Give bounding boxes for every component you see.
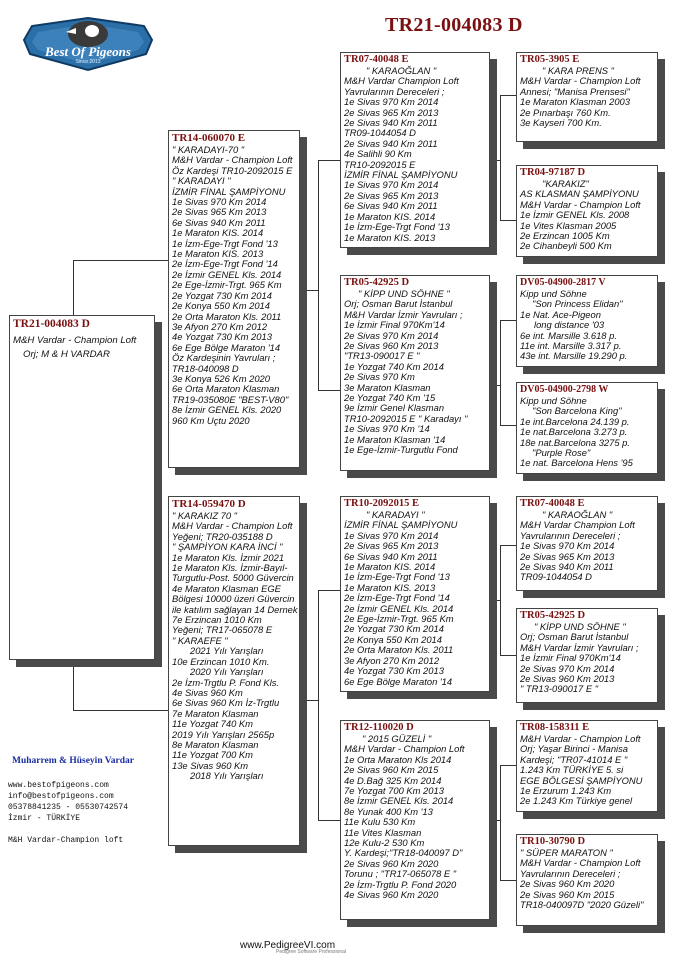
pedigree-details: " KARAKIZ 70 " M&H Vardar - Champion Loft Yeğeni; TR20-035188 D " ŞAMPİYON KARA İNCİ " 1e Maraton Kls. İzmir 2021 1e Maraton Kls. İzmir-Bayıl- Turgutlu-Post. 5000 Güvercin 4e Maraton Klasman EGE Bölgesi 10000 üzeri Güvercin ile katılım sağlayan 14 Dernek 7e Erzincan 1010 Km Yeğeni; TR17-065078 E " KARAEFE " 2021 Yılı Yarışları 10e Erzincan 1010 Km. 2020 Yılı Yarışları 2e İzm-Trgtlu P. Fond Kls. 4e Sivas 960 Km 6e Sivas 960 Km İz-Trgtlu 7e Maraton Klasman 11e Yozgat 740 Km 2019 Yılı Yarışları 2565p 8e Maraton Klasman 11e Yozgat 700 Km 13e Sivas 960 Km 2018 Yılı Yarışları bbox=[172, 510, 298, 782]
connector-line bbox=[318, 160, 340, 161]
connector-line bbox=[490, 160, 500, 161]
connector-line bbox=[490, 385, 500, 386]
email-link[interactable]: info@bestofpigeons.com bbox=[8, 792, 114, 801]
footer-brand bbox=[240, 940, 346, 955]
ring-number: TR08-158311 E bbox=[520, 722, 590, 733]
sss-card bbox=[516, 52, 658, 142]
ring-number: TR14-060070 E bbox=[172, 132, 246, 144]
connector-line bbox=[73, 710, 168, 711]
ddd-card bbox=[516, 834, 658, 926]
connector-line bbox=[500, 95, 516, 96]
connector-line bbox=[500, 765, 501, 880]
logo-subtext: Since 2013 bbox=[75, 59, 101, 65]
connector-line bbox=[500, 545, 516, 546]
dam-card bbox=[168, 496, 300, 846]
connector-line bbox=[500, 880, 516, 881]
pedigree-details: Kipp und Söhne "Son Princess Elidan" 1e Nat. Ace-Pigeon long distance '03 6e int. Marsille 3.618 p. 11e int. Marsille 3.317 p. 43e int. Marsille 19.290 p. bbox=[520, 288, 628, 362]
connector-line bbox=[500, 545, 501, 655]
pedigree-details: " KARADAYI-70 " M&H Vardar - Champion Loft Öz Kardeşi TR10-2092015 E " KARADAYI " İZMİR FİNAL ŞAMPİYONU 1e Sivas 970 Km 2014 2e Sivas 965 Km 2013 6e Sivas 940 Km 2011 1e Maraton KIS. 2014 1e İzm-Ege-Trgt Fond '13 1e Maraton KIS. 2013 2e İzm-Ege-Trgt Fond '14 2e İzmir GENEL Kls. 2014 2e Ege-İzmir-Trgt. 965 Km 2e Yozgat 730 Km 2014 2e Konya 550 Km 2014 2e Orta Maraton Kls. 2011 3e Afyon 270 Km 2012 4e Yozgat 730 Km 2013 6e Ege Bölge Maraton '14 Öz Kardeşinin Yavruları ; TR18-040098 D 3e Konya 526 Km 2020 6e Orta Maraton Klasman TR19-035080E "BEST-V80" 8e İzmir GENEL Kls. 2020 960 Km Uçtu 2020 bbox=[172, 144, 293, 426]
ring-number: TR10-30790 D bbox=[520, 836, 586, 847]
footer-brand-text: www.PedigreeVI.com bbox=[240, 940, 336, 951]
connector-line bbox=[318, 160, 319, 390]
ring-number: TR07-40048 E bbox=[344, 54, 409, 65]
logo-text: Best Of Pigeons bbox=[45, 44, 131, 59]
pedigree-details: " KARADAYI " İZMİR FİNAL ŞAMPİYONU 1e Sivas 970 Km 2014 2e Sivas 965 Km 2013 6e Sivas 940 Km 2011 1e Maraton KIS. 2014 1e İzm-Ege-Trgt Fond '13 1e Maraton KIS. 2013 2e İzm-Ege-Trgt Fond '14 2e İzmir GENEL Kls. 2014 2e Ege-İzmir-Trgt. 965 Km 2e Yozgat 730 Km 2014 2e Konya 550 Km 2014 2e Orta Maraton Kls. 2011 3e Afyon 270 Km 2012 4e Yozgat 730 Km 2013 6e Ege Bölge Maraton '14 bbox=[344, 509, 458, 687]
ring-number: DV05-04900-2798 W bbox=[520, 384, 609, 395]
ring-number: TR21-004083 D bbox=[13, 318, 90, 330]
pedigree-details: Kipp und Söhne "Son Barcelona King" 1e int.Barcelona 24.139 p. 1e nat.Barcelona 3.273 p. 18e nat.Barcelona 3275 p. "Purple Rose" 1e nat. Barcelona Hens '95 bbox=[520, 395, 633, 469]
loft-name: M&H Vardar-Champion loft bbox=[8, 836, 124, 845]
pedigree-details: "KARAKIZ" AS KLASMAN ŞAMPİYONU M&H Vardar - Champion Loft 1e İzmir GENEL Kls. 2008 1e Vites Klasman 2005 2e Erzincan 1005 Km 2e Cihanbeyli 500 Km bbox=[520, 178, 641, 252]
ring-number: TR05-3905 E bbox=[520, 54, 580, 65]
sds-card bbox=[516, 275, 658, 367]
footer-tagline: Pedigree Software Professional bbox=[276, 949, 347, 955]
connector-line bbox=[73, 660, 74, 710]
connector-line bbox=[500, 320, 501, 425]
logo bbox=[18, 14, 158, 76]
contact-info bbox=[8, 780, 128, 846]
connector-line bbox=[500, 95, 501, 220]
connector-line bbox=[318, 590, 340, 591]
ring-number: TR05-42925 D bbox=[344, 277, 410, 288]
ring-number: TR07-40048 E bbox=[520, 498, 585, 509]
subject-card bbox=[9, 315, 155, 660]
ssd-card bbox=[516, 165, 658, 257]
connector-line bbox=[500, 425, 516, 426]
website-link[interactable]: www.bestofpigeons.com bbox=[8, 781, 109, 790]
connector-line bbox=[300, 290, 318, 291]
ring-number: TR10-2092015 E bbox=[344, 498, 419, 509]
dam-dam-card bbox=[340, 720, 490, 920]
pedigree-details: " KARAOĞLAN " M&H Vardar Champion Loft Yavrularının Dereceleri ; 1e Sivas 970 Km 2014 2e Sivas 965 Km 2013 2e Sivas 940 Km 2011 TR09-1044054 D bbox=[520, 509, 635, 583]
subject-details: M&H Vardar - Champion Loft Orj; M & H VARDAR bbox=[13, 335, 137, 360]
dam-sire-card bbox=[340, 496, 490, 692]
pedigree-details: " KARAOĞLAN " M&H Vardar Champion Loft Yavrularının Dereceleri ; 1e Sivas 970 Km 2014 2e Sivas 965 Km 2013 2e Sivas 940 Km 2011 TR09-1044054 D 2e Sivas 940 Km 2011 4e Salihli 90 Km TR10-2092015 E İZMİR FİNAL ŞAMPİYONU 1e Sivas 970 Km 2014 2e Sivas 965 Km 2013 6e Sivas 940 Km 2011 1e Maraton KIS. 2014 1e İzm-Ege-Trgt Fond '13 1e Maraton KIS. 2013 bbox=[344, 65, 459, 243]
pedigree-details: " KİPP UND SÖHNE " Orj; Osman Barut İstanbul M&H Vardar İzmir Yavruları ; 1e İzmir Final 970Km'14 2e Sivas 970 Km 2014 2e Sivas 960 Km 2013 " TR13-090017 E " bbox=[520, 621, 639, 695]
dsd-card bbox=[516, 608, 658, 703]
owner-name: Muharrem & Hüseyin Vardar bbox=[12, 756, 135, 766]
page-title: TR21-004083 D bbox=[385, 14, 523, 36]
pedigree-details: " KİPP UND SÖHNE " Orj; Osman Barut İstanbul M&H Vardar İzmir Yavruları ; 1e İzmir Final 970Km'14 2e Sivas 970 Km 2014 2e Sivas 960 Km 2013 "TR13-090017 E " 1e Yozgat 740 Km 2014 2e Sivas 970 Km 3e Maraton Klasman 2e Yozgat 740 Km '15 9e İzmir Genel Klasman TR10-2092015 E " Karadayı " 1e Sivas 970 Km '14 1e Maraton Klasman '14 1e Ege-İzmir-Turgutlu Fond bbox=[344, 288, 468, 456]
dss-card bbox=[516, 496, 658, 591]
connector-line bbox=[500, 320, 516, 321]
connector-line bbox=[73, 260, 74, 315]
sdd-card bbox=[516, 382, 658, 474]
connector-line bbox=[500, 655, 516, 656]
pedigree-details: " KARA PRENS " M&H Vardar - Champion Loft Annesi; "Manisa Prensesi" 1e Maraton Klasman 2003 2e Pınarbaşı 760 Km. 3e Kayseri 700 Km. bbox=[520, 65, 641, 129]
pedigree-details: M&H Vardar - Champion Loft Orj; Yaşar Birinci - Manisa Kardeşi; "TR07-41014 E " 1.243 Km TÜRKİYE 5. si EGE BÖLGESİ ŞAMPİYONU 1e Erzurum 1.243 Km 2e 1.243 Km Türkiye genel bbox=[520, 733, 643, 807]
pedigree-details: " SÜPER MARATON " M&H Vardar - Champion Loft Yavrularının Dereceleri ; 2e Sivas 960 Km 2020 2e Sivas 960 Km 2015 TR18-040097D "2020 Güzeli" bbox=[520, 847, 644, 911]
connector-line bbox=[490, 820, 500, 821]
connector-line bbox=[500, 765, 516, 766]
ring-number: DV05-04900-2817 V bbox=[520, 277, 606, 288]
connector-line bbox=[318, 820, 340, 821]
sire-card bbox=[168, 130, 300, 468]
ring-number: TR04-97187 D bbox=[520, 167, 586, 178]
ring-number: TR14-059470 D bbox=[172, 498, 246, 510]
connector-line bbox=[73, 260, 168, 261]
ring-number: TR12-110020 D bbox=[344, 722, 414, 733]
location: İzmir - TÜRKİYE bbox=[8, 814, 81, 823]
connector-line bbox=[300, 700, 318, 701]
dds-card bbox=[516, 720, 658, 812]
pedigree-details: " 2015 GÜZELİ " M&H Vardar - Champion Loft 1e Orta Maraton Kls 2014 2e Sivas 960 Km 2015 4e D.Bağ 325 Km 2014 7e Yozgat 700 Km 2013 8e İzmir GENEL Kls. 2014 8e Yunak 400 Km '13 11e Kulu 530 Km 11e Vites Klasman 12e Kulu-2 530 Km Y. Kardeşi;"TR18-040097 D" 2e Sivas 960 Km 2020 Torunu ; "TR17-065078 E " 2e İzm-Trgtlu P. Fond 2020 4e Sivas 960 Km 2020 bbox=[344, 733, 465, 901]
connector-line bbox=[500, 220, 516, 221]
phone-numbers: 05378841235 - 05530742574 bbox=[8, 803, 129, 812]
connector-line bbox=[318, 390, 340, 391]
ring-number: TR05-42925 D bbox=[520, 610, 586, 621]
sire-dam-card bbox=[340, 275, 490, 471]
sire-sire-card bbox=[340, 52, 490, 248]
connector-line bbox=[490, 600, 500, 601]
connector-line bbox=[318, 590, 319, 820]
